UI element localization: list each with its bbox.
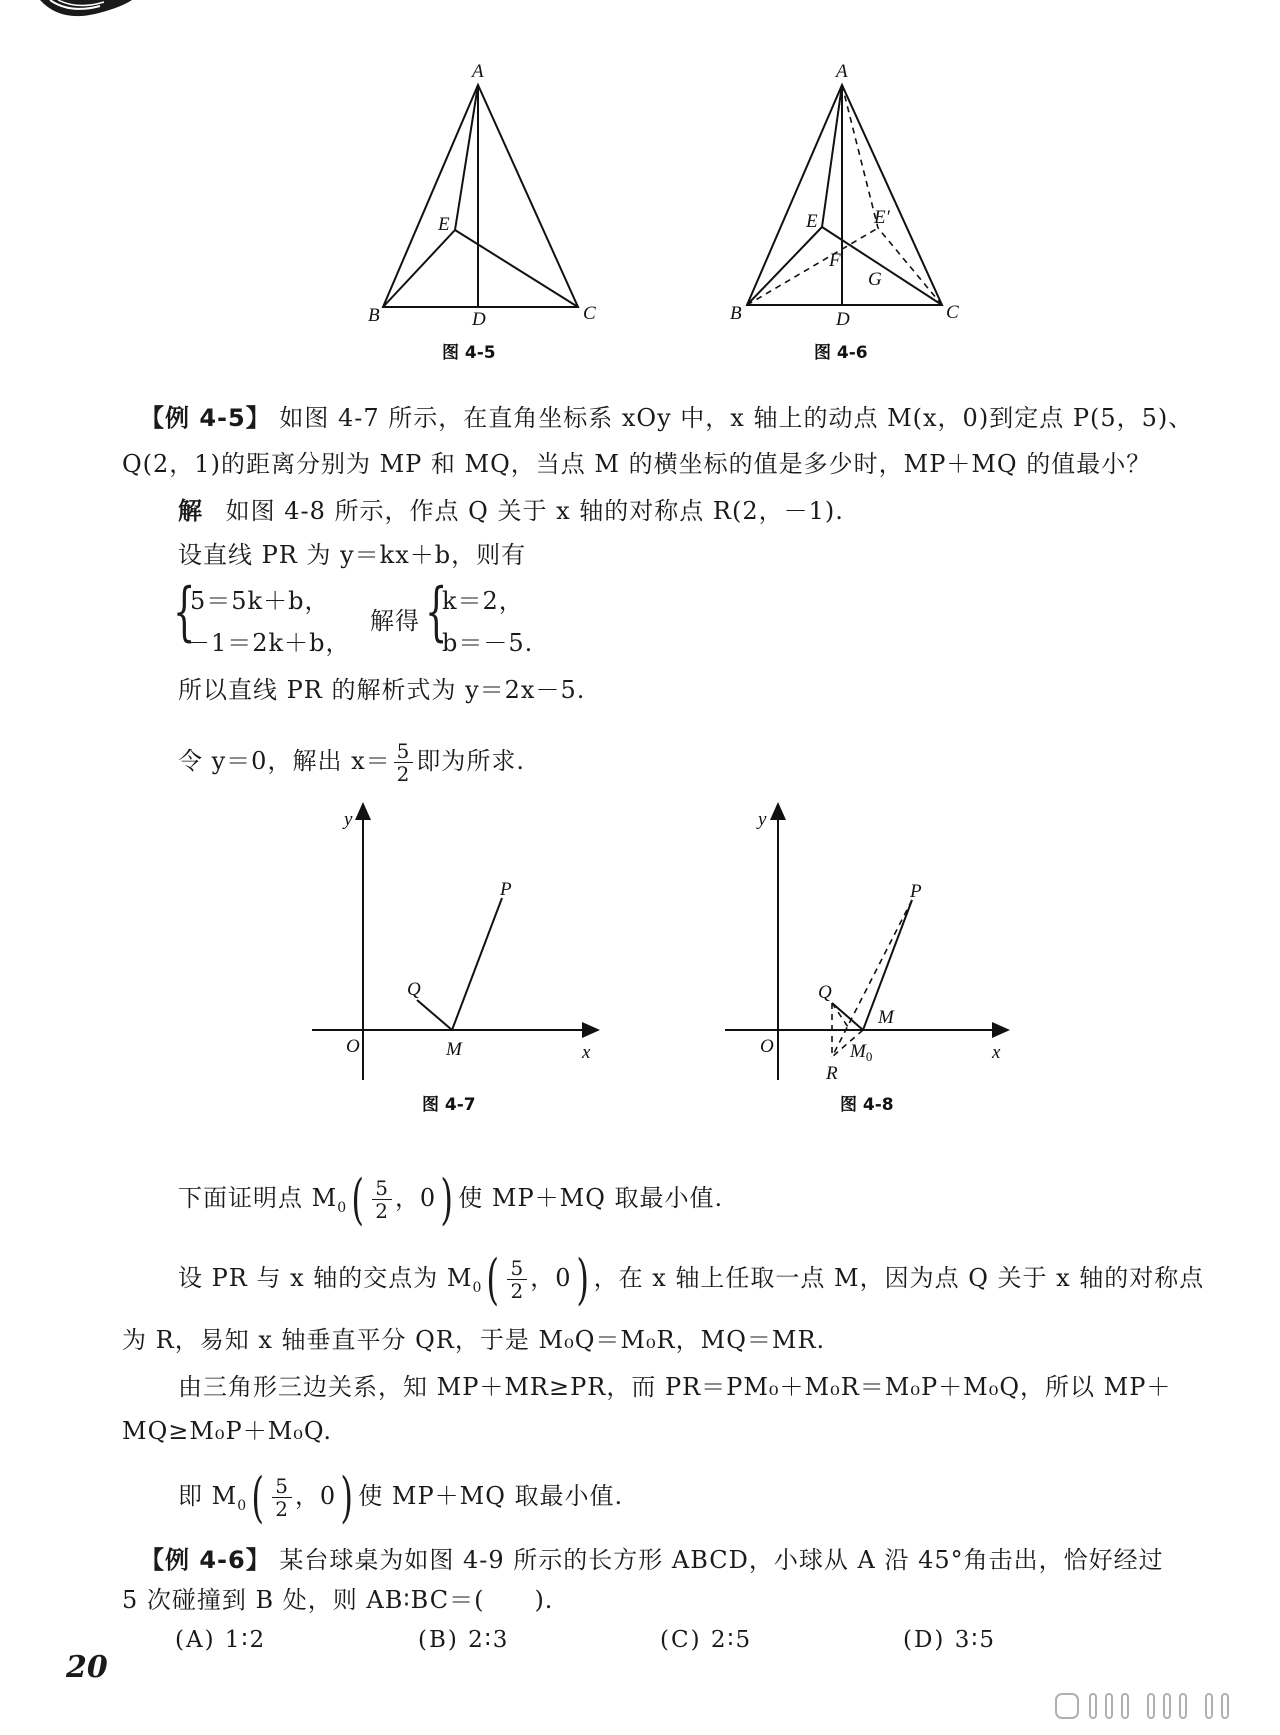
label-p: P	[910, 881, 922, 902]
option-a: (A) 1∶2	[175, 1627, 267, 1653]
origin-label: O	[760, 1036, 774, 1057]
label-m: M	[878, 1007, 894, 1028]
y-axis-label: y	[344, 809, 353, 830]
caption-4-5: 图 4-5	[442, 343, 496, 363]
proof-line2: 设 PR 与 x 轴的交点为 $M_0$( $\frac{5}{2}$ ，0) ，在 x 轴上任取一点 M，因为点 Q 关于 x 轴的对称点	[178, 1247, 1205, 1311]
solution-line1: 解 如图 4-8 所示，作点 Q 关于 x 轴的对称点 R(2，－1).	[178, 497, 844, 525]
solution-line4: 令 y＝0，解出 x＝ $\frac{5}{2}$ 即为所求.	[178, 739, 525, 786]
label-p: P	[500, 879, 512, 900]
caption-4-7: 图 4-7	[422, 1095, 476, 1115]
segment-be	[383, 230, 455, 307]
label-g: G	[868, 269, 882, 290]
label-r: R	[826, 1063, 838, 1084]
segment-ae	[455, 85, 478, 230]
label-b: B	[368, 305, 380, 326]
label-e: E	[438, 214, 450, 235]
equation-2a: k＝2，	[442, 587, 524, 615]
figure-4-7	[300, 795, 620, 1125]
solution-line2: 设直线 PR 为 y＝kx＋b，则有	[178, 541, 527, 569]
option-b: (B) 2∶3	[418, 1627, 510, 1653]
x-axis-label: x	[582, 1042, 591, 1063]
solution-line3: 所以直线 PR 的解析式为 y＝2x－5.	[178, 676, 586, 704]
proof-line6: 即 $M_0$( $\frac{5}{2}$ ，0) 使 MP＋MQ 取最小值.	[178, 1465, 624, 1529]
dashed-be-prime	[747, 228, 878, 305]
example-4-5-title: 【例 4-5】	[140, 404, 271, 432]
solution-label: 解	[178, 497, 203, 525]
label-m: M	[446, 1039, 462, 1060]
equation-1a: 5＝5k＋b，	[190, 587, 330, 615]
triangle-abc	[383, 85, 578, 307]
triangle-abc	[747, 85, 942, 305]
label-c: C	[583, 303, 596, 324]
label-q: Q	[407, 979, 421, 1000]
label-f: F	[829, 250, 841, 271]
proof-line5: MQ≥M₀P＋M₀Q.	[122, 1417, 333, 1445]
label-b: B	[730, 303, 742, 324]
figure-4-6	[720, 55, 980, 375]
option-d: (D) 3∶5	[903, 1627, 996, 1653]
origin-label: O	[346, 1036, 360, 1057]
label-a: A	[472, 61, 484, 82]
segment-mp	[452, 898, 502, 1030]
caption-4-6: 图 4-6	[814, 343, 868, 363]
equation-1b: －1＝2k＋b，	[186, 629, 351, 657]
example-4-6-line2: 5 次碰撞到 B 处，则 AB∶BC＝( ).	[122, 1586, 554, 1614]
dashed-ce-prime	[878, 228, 942, 305]
proof-line1: 下面证明点 $M_0$( $\frac{5}{2}$ ，0) 使 MP＋MQ 取最小值.	[178, 1167, 724, 1231]
segment-mq	[417, 1000, 452, 1030]
solve-word: 解得	[370, 607, 420, 635]
proof-line3: 为 R，易知 x 轴垂直平分 QR，于是 M₀Q＝M₀R，MQ＝MR.	[122, 1326, 826, 1354]
left-brace-2: {	[425, 575, 448, 649]
label-m0: $M_0$	[850, 1041, 873, 1064]
x-axis-label: x	[992, 1042, 1001, 1063]
fraction-5-2: $\frac{5}{2}$	[394, 740, 414, 785]
label-a: A	[836, 61, 848, 82]
example-4-6-line1: 【例 4-6】 某台球桌为如图 4-9 所示的长方形 ABCD，小球从 A 沿 45°角击出，恰好经过	[140, 1546, 1164, 1574]
example-4-5-line2: Q(2，1)的距离分别为 MP 和 MQ，当点 M 的横坐标的值是多少时，MP＋MQ 的值最小？	[122, 450, 1152, 478]
label-d: D	[836, 309, 850, 330]
watermark-bars-icon	[1050, 1690, 1250, 1724]
equation-2b: b＝－5.	[442, 629, 534, 657]
figure-4-8	[710, 795, 1030, 1125]
page-number: 20	[66, 1650, 108, 1685]
y-axis-label: y	[758, 809, 767, 830]
dashed-pr	[832, 900, 912, 1057]
segment-ce	[455, 230, 578, 307]
label-q: Q	[818, 982, 832, 1003]
example-4-5-line1: 【例 4-5】 如图 4-7 所示，在直角坐标系 xOy 中，x 轴上的动点 M(x，0)到定点 P(5，5)、	[140, 404, 1194, 432]
corner-ornament-icon	[0, 0, 140, 30]
segment-be	[747, 227, 822, 305]
left-brace-1: {	[173, 575, 196, 649]
example-4-6-title: 【例 4-6】	[140, 1546, 271, 1574]
proof-line4: 由三角形三边关系，知 MP＋MR≥PR，而 PR＝PM₀＋M₀R＝M₀P＋M₀Q，所以 MP＋	[178, 1373, 1172, 1401]
dashed-ae-prime	[842, 85, 878, 228]
label-d: D	[472, 309, 486, 330]
label-e-prime: E′	[874, 207, 890, 228]
figure-4-5	[340, 55, 600, 375]
label-e: E	[806, 211, 818, 232]
option-c: (C) 2∶5	[660, 1627, 753, 1653]
label-c: C	[946, 302, 959, 323]
caption-4-8: 图 4-8	[840, 1095, 894, 1115]
